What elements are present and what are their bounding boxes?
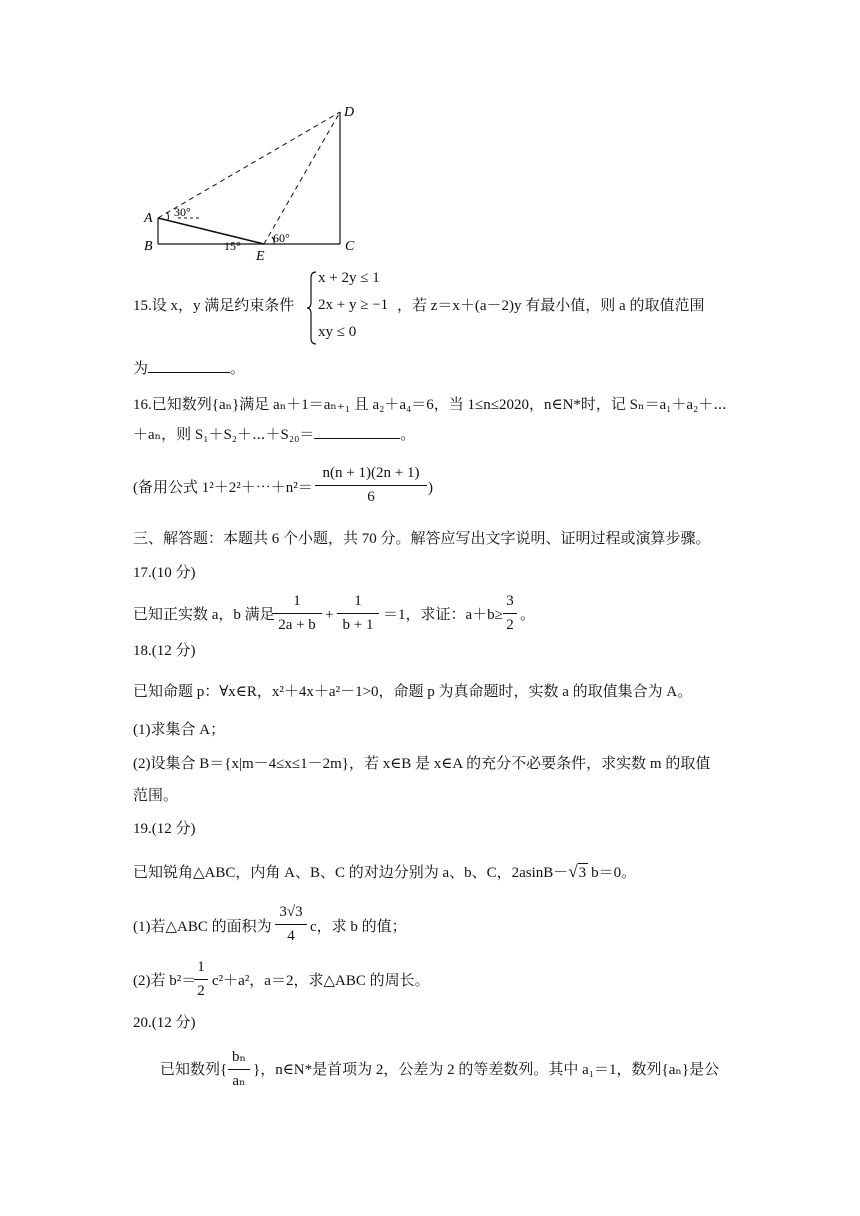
constraint-2: 2x + y ≥ −1 (318, 297, 389, 313)
q18-part2-line1: (2)设集合 B＝{x|m－4≤x≤1－2m}，若 x∈B 是 x∈A 的充分不必要条件，求实数 m 的取值 (133, 756, 711, 772)
q16-line1: 16.已知数列{aₙ}满足 aₙ＋1＝aₙ₊₁ 且 a₂＋a₄＝6，当 1≤n≤2020，n∈N*时，记 Sₙ＝a₁＋a₂＋⋯ (133, 397, 727, 413)
q19-heading: 19.(12 分) (133, 821, 196, 837)
q16-end: 。 (400, 427, 416, 443)
q18-part2-line2: 范围。 (133, 788, 179, 804)
angle-label-30: 30° (174, 205, 191, 219)
q17-frac2-num: 1 (354, 593, 362, 609)
q20-num: bₙ (232, 1049, 246, 1065)
q19-stem (133, 863, 636, 881)
q17-pre: 已知正实数 a，b 满足 (133, 607, 275, 623)
formula-numerator: n(n + 1)(2n + 1) (322, 465, 420, 481)
q18-heading: 18.(12 分) (133, 643, 196, 659)
q17-plus: + (325, 607, 334, 623)
q17-frac3-num: 3 (506, 593, 514, 609)
q15-suffix: ，若 z＝x＋(a－2)y 有最小值，则 a 的取值范围 (397, 298, 705, 314)
q17-end: 。 (520, 607, 536, 623)
q16-formula-prefix: (备用公式 1²＋2²＋⋯＋n²＝ (133, 480, 313, 496)
q15-end: 。 (230, 361, 246, 377)
q19-part2-a: (2)若 b²＝ (133, 973, 197, 989)
q19-area-num: 3√3 (279, 904, 303, 920)
q17-frac2-den: b + 1 (342, 617, 374, 633)
triangle-diagram (140, 104, 370, 264)
q17-frac1-den: 2a + b (278, 617, 316, 633)
angle-label-15: 15° (224, 239, 241, 253)
q20-post: }，n∈N*是首项为 2，公差为 2 的等差数列。其中 a₁＝1，数列{aₙ}是公 (253, 1062, 720, 1078)
point-label-b: B (144, 239, 153, 254)
constraint-1: x + 2y ≤ 1 (318, 270, 380, 286)
answer-blank-16[interactable] (314, 438, 400, 439)
q15-line2 (133, 362, 245, 377)
constraint-3: xy ≤ 0 (318, 324, 357, 340)
q19-stem-b: b＝0。 (591, 865, 637, 881)
q17-mid: ＝1，求证：a＋b≥ (383, 607, 503, 623)
q20-heading: 20.(12 分) (133, 1015, 196, 1031)
formula-denominator: 6 (367, 489, 375, 505)
q17-frac3-den: 2 (506, 617, 514, 633)
q19-part1-b: c，求 b 的值； (310, 919, 407, 935)
q17-frac1-num: 1 (293, 593, 301, 609)
q19-part2-b: c²＋a²，a＝2，求△ABC 的周长。 (212, 973, 430, 989)
answer-blank-15[interactable] (148, 372, 230, 373)
q19-part1-a: (1)若△ABC 的面积为 (133, 919, 272, 935)
q16-line2-text: ＋aₙ，则 S₁＋S₂＋⋯＋S₂₀＝ (133, 427, 315, 443)
q17-frac3 (503, 594, 517, 633)
q16-line2 (133, 428, 415, 443)
q19-half-fraction (194, 960, 208, 999)
angle-label-60: 60° (273, 231, 290, 245)
q18-part1: (1)求集合 A； (133, 722, 226, 738)
q18-stem: 已知命题 p：∀x∈R，x²＋4x＋a²－1>0，命题 p 为真命题时，实数 a 的取值集合为 A。 (133, 684, 693, 700)
q15-line2-text: 为 (133, 361, 149, 377)
point-label-e: E (256, 249, 265, 264)
q19-stem-a: 已知锐角△ABC，内角 A、B、C 的对边分别为 a、b、C，2asinB－ (133, 865, 569, 881)
q19-area-fraction (275, 905, 307, 944)
q19-area-den: 4 (287, 928, 295, 944)
section-three-heading: 三、解答题：本题共 6 个小题，共 70 分。解答应写出文字说明、证明过程或演算步骤。 (133, 531, 711, 547)
q16-formula-suffix: ) (428, 480, 433, 496)
q17-frac1 (272, 594, 322, 633)
q17-heading: 17.(10 分) (133, 565, 196, 581)
sqrt-symbol: √ (568, 862, 578, 881)
formula-fraction (315, 466, 427, 505)
point-label-d: D (344, 105, 355, 120)
q19-half-num: 1 (197, 959, 205, 975)
point-label-a: A (144, 211, 153, 226)
sqrt-radicand: 3 (578, 865, 587, 881)
q15-prefix: 15.设 x，y 满足约束条件 (133, 298, 295, 314)
point-label-c: C (345, 239, 355, 254)
q20-pre: 已知数列{ (160, 1062, 228, 1078)
q20-den: aₙ (232, 1073, 246, 1089)
q17-frac2 (337, 594, 379, 633)
q19-half-den: 2 (197, 983, 205, 999)
q20-fraction (228, 1050, 250, 1089)
